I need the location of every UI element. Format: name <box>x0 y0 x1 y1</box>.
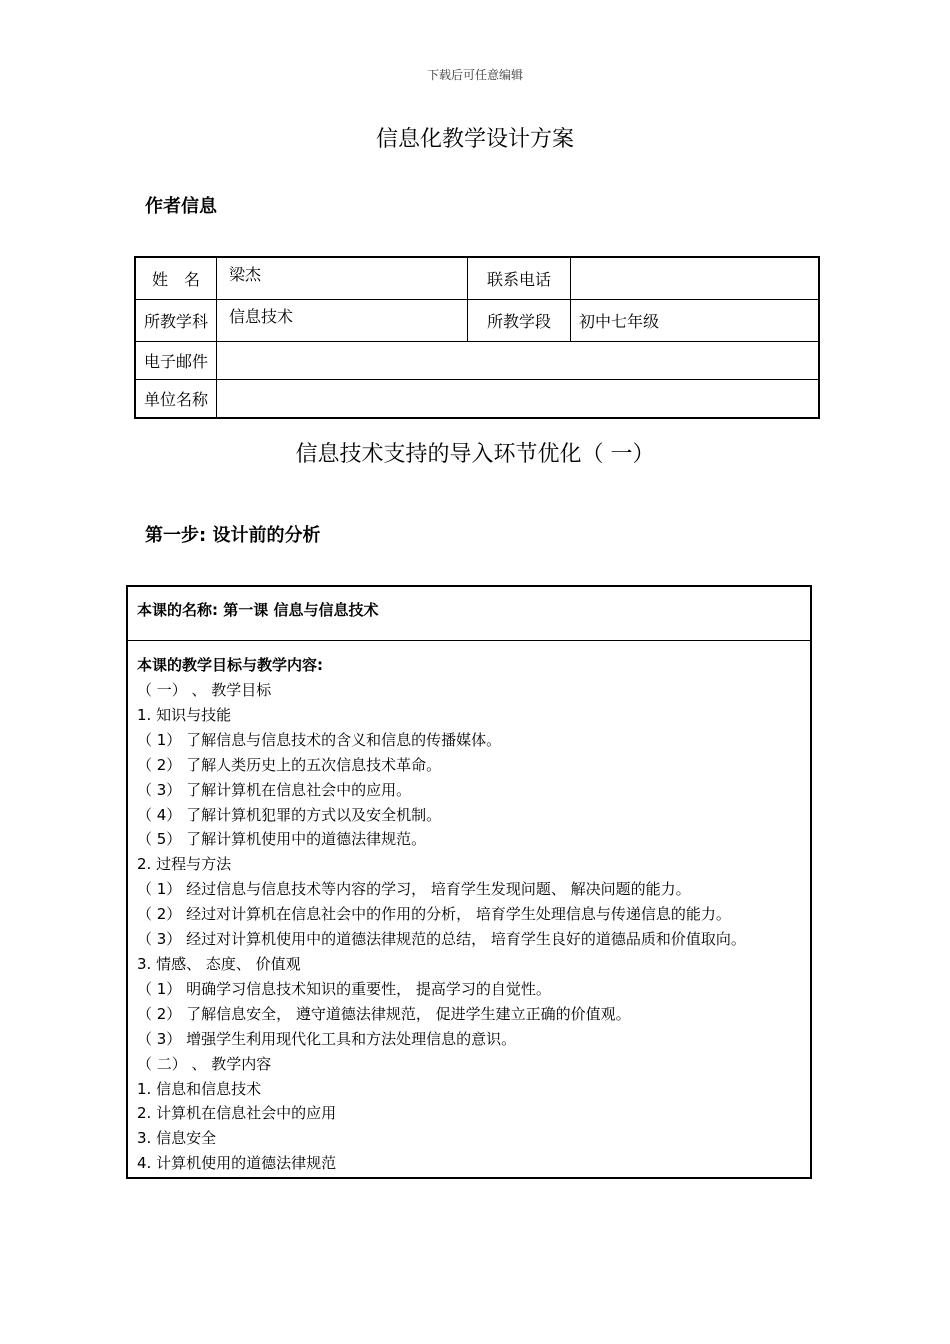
list-item: 1. 知识与技能 <box>137 705 232 724</box>
course-name: 本课的名称: 第一课 信息与信息技术 <box>128 587 810 641</box>
list-item: 2. 计算机在信息社会中的应用 <box>137 1104 337 1123</box>
list-item: （ 4） 了解计算机犯罪的方式以及安全机制。 <box>137 805 442 824</box>
list-item: （ 1） 明确学习信息技术知识的重要性， 提高学习的自觉性。 <box>137 979 551 998</box>
watermark-text: 下载后可任意编辑 <box>426 68 523 82</box>
name-label: 姓 名 <box>135 257 217 300</box>
list-item: 4. 计算机使用的道德法律规范 <box>137 1154 337 1173</box>
list-item: （ 1） 经过信息与信息技术等内容的学习， 培育学生发现问题、 解决问题的能力。 <box>137 880 691 899</box>
list-item: （ 5） 了解计算机使用中的道德法律规范。 <box>137 830 427 849</box>
list-item: （ 2） 了解信息安全， 遵守道德法律规范， 促进学生建立正确的价值观。 <box>137 1004 631 1023</box>
table-row <box>135 257 819 300</box>
list-item: 3. 情感、 态度、 价值观 <box>137 954 301 973</box>
author-info-table <box>134 256 820 419</box>
email-label: 电子邮件 <box>135 342 217 380</box>
author-section-heading: 作者信息 <box>145 196 217 217</box>
objectives-heading: 本课的教学目标与教学内容: <box>137 656 323 674</box>
objectives-content <box>128 641 810 1176</box>
step1-heading: 第一步: 设计前的分析 <box>145 525 321 546</box>
phone-label: 联系电话 <box>468 257 571 300</box>
list-item: （ 2） 经过对计算机在信息社会中的作用的分析， 培育学生处理信息与传递信息的能力。 <box>137 905 731 924</box>
subject-value: 信息技术 <box>217 300 468 342</box>
list-item: （ 3） 增强学生利用现代化工具和方法处理信息的意识。 <box>137 1029 517 1048</box>
table-row <box>135 342 819 380</box>
table-row <box>135 380 819 419</box>
list-item: 3. 信息安全 <box>137 1129 217 1148</box>
grade-label: 所教学段 <box>468 300 571 342</box>
list-item: （ 1） 了解信息与信息技术的含义和信息的传播媒体。 <box>137 730 502 749</box>
email-value <box>217 342 820 380</box>
name-value: 梁杰 <box>217 257 468 300</box>
table-row <box>135 300 819 342</box>
list-item: （ 二） 、 教学内容 <box>137 1054 272 1073</box>
org-value <box>217 380 820 419</box>
list-item: 1. 信息和信息技术 <box>137 1079 262 1098</box>
analysis-box <box>126 585 812 1179</box>
org-label: 单位名称 <box>135 380 217 419</box>
phone-value <box>571 257 820 300</box>
grade-value: 初中七年级 <box>571 300 820 342</box>
list-item: （ 3） 了解计算机在信息社会中的应用。 <box>137 780 412 799</box>
list-item: 2. 过程与方法 <box>137 855 232 874</box>
document-title: 信息化教学设计方案 <box>375 127 574 152</box>
list-item: （ 2） 了解人类历史上的五次信息技术革命。 <box>137 755 442 774</box>
list-item: （ 3） 经过对计算机使用中的道德法律规范的总结， 培育学生良好的道德品质和价值取向。 <box>137 930 746 949</box>
list-item: （ 一） 、 教学目标 <box>137 681 272 699</box>
lesson-title: 信息技术支持的导入环节优化（ 一） <box>295 442 655 467</box>
subject-label: 所教学科 <box>135 300 217 342</box>
